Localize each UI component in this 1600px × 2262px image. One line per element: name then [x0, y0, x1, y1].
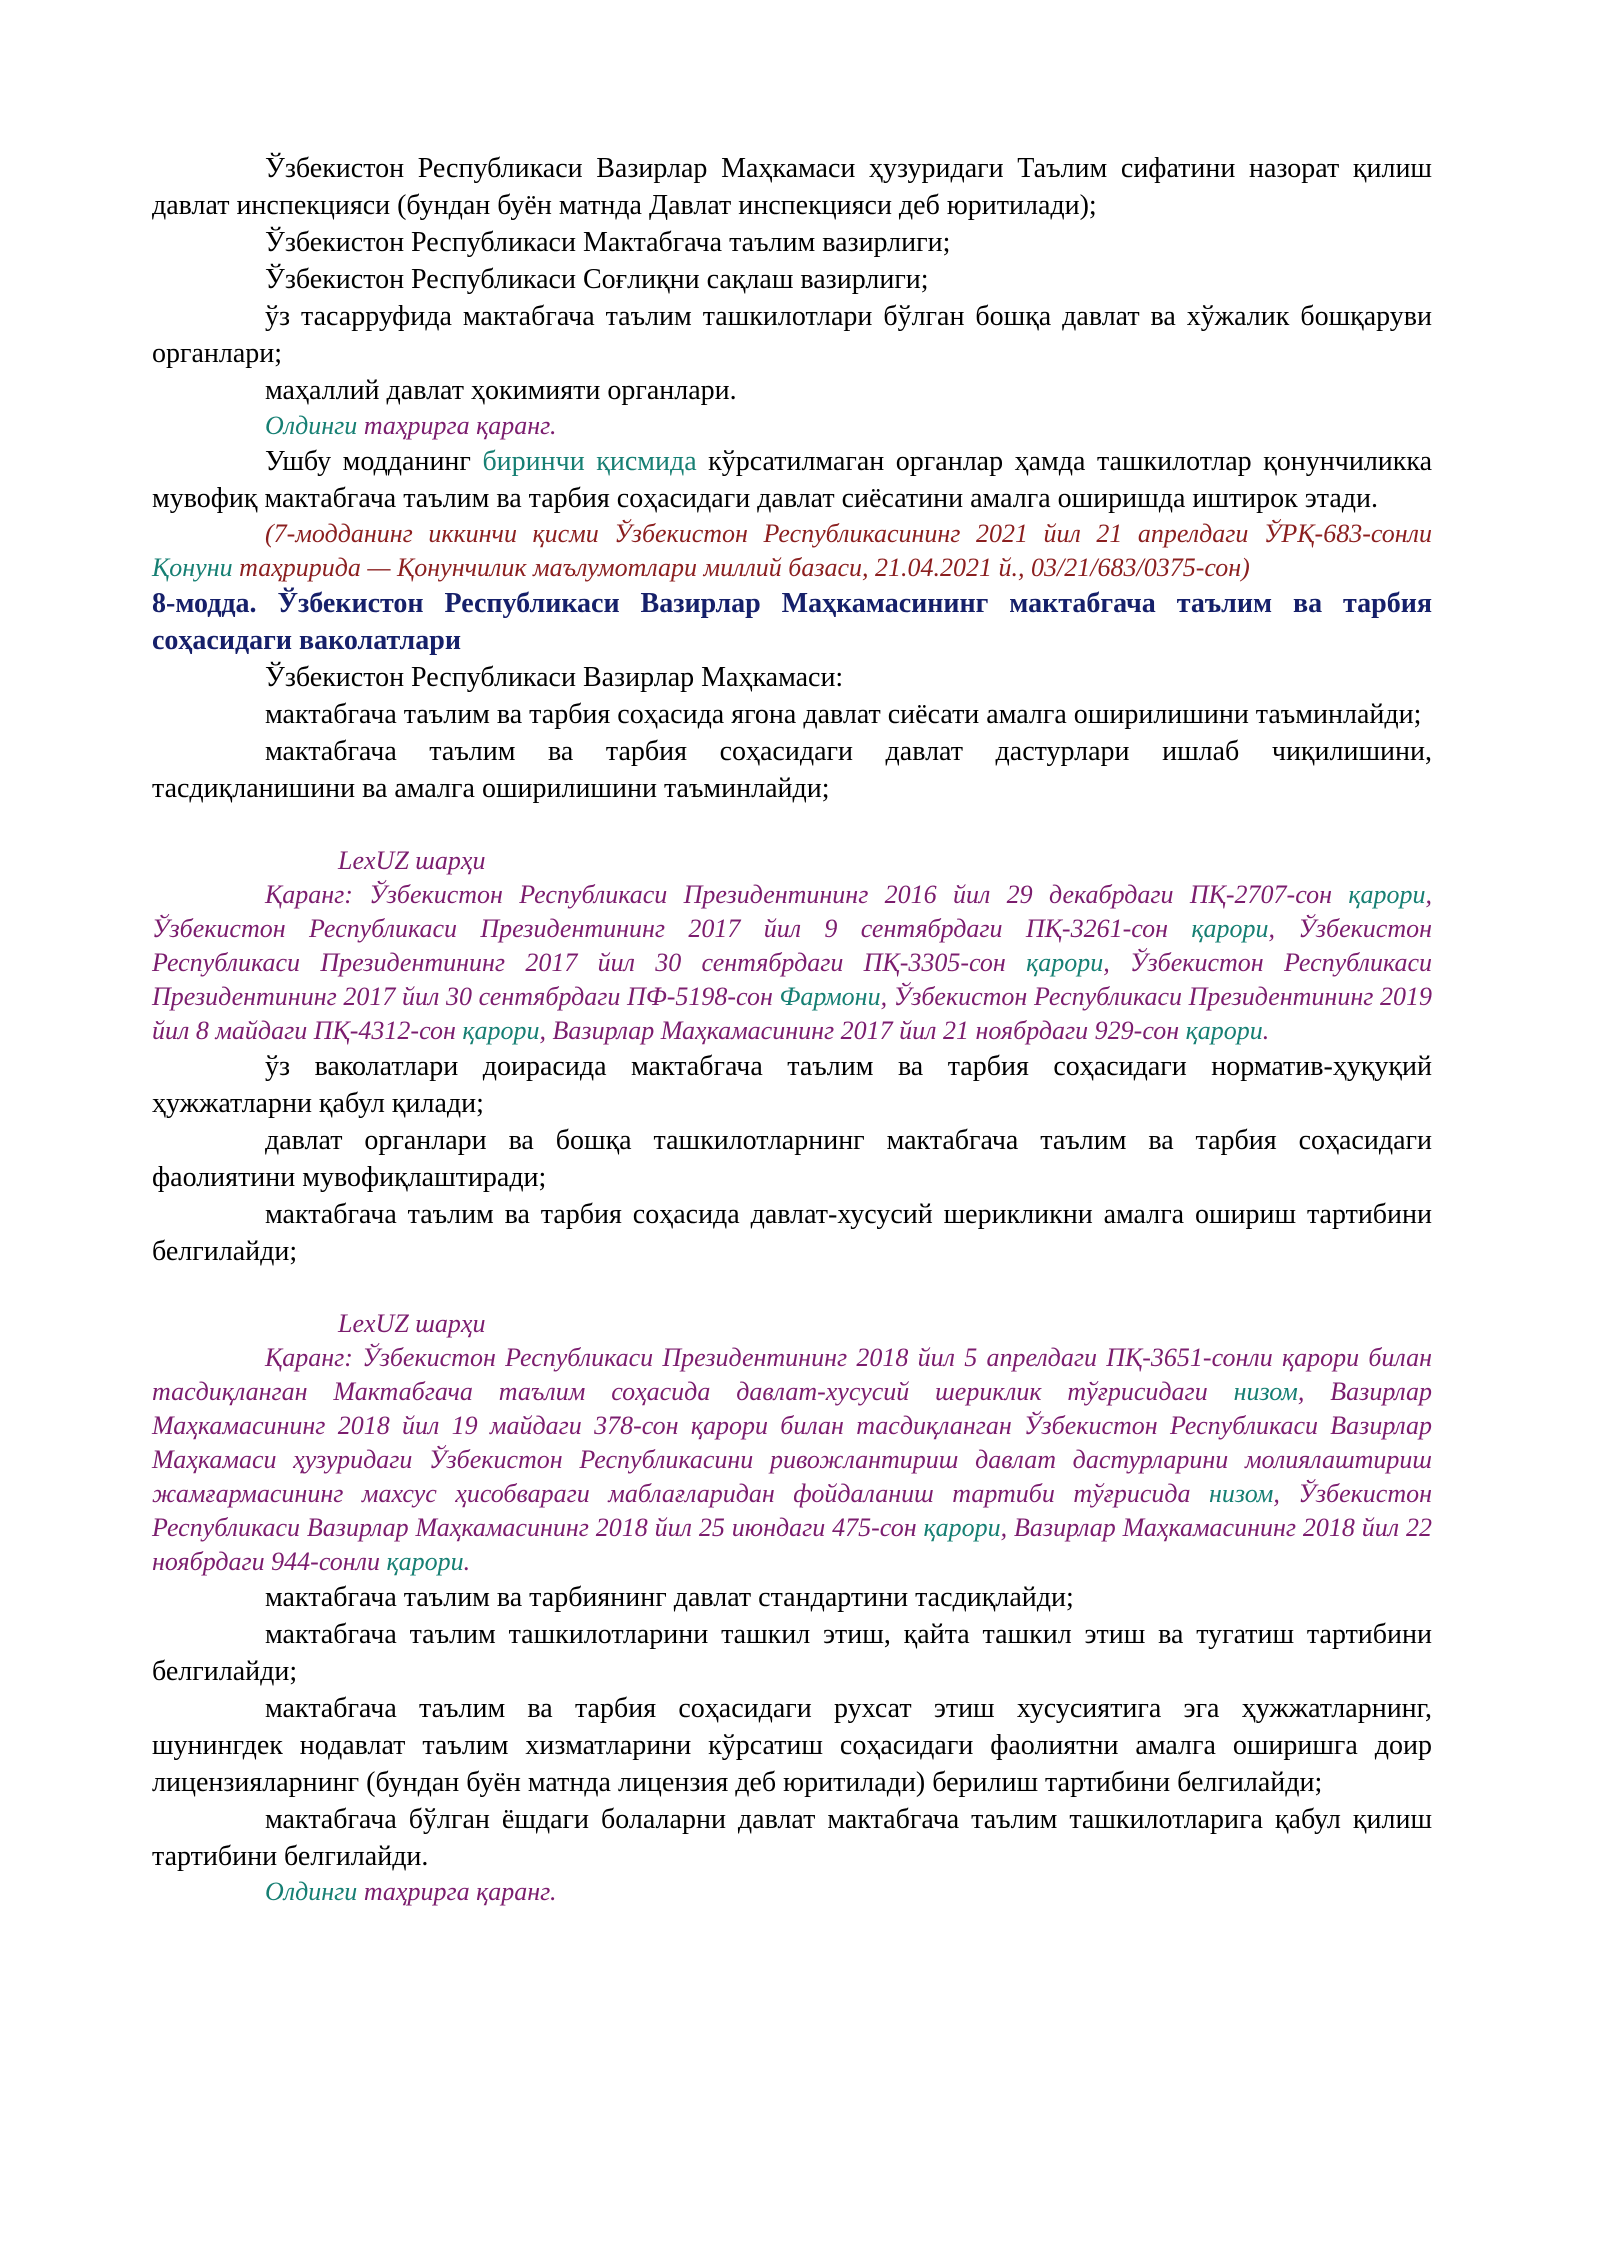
- decree-link[interactable]: қарори: [1026, 948, 1104, 977]
- previous-edition-text: таҳрирга қаранг.: [363, 1877, 557, 1906]
- paragraph-text: кўрсатилмаган органлар ҳамда ташкилотлар қонунчиликка мувофиқ мактабгача таълим ва тарбия соҳасидаги давлат сиёсатини амалга оширишда иштирок этади.: [152, 446, 1432, 514]
- regulation-link[interactable]: низом: [1233, 1377, 1298, 1406]
- article-heading: 8-модда. Ўзбекистон Республикаси Вазирлар Маҳкамасининг мактабгача таълим ва тарбия соҳасидаги ваколатлари: [152, 588, 1432, 656]
- commentary-text: Қаранг: Ўзбекистон Республикаси Президентининг 2016 йил 29 декабрдаги ПҚ-2707-сон: [265, 880, 1333, 909]
- previous-edition-note: [152, 409, 1432, 443]
- amendment-note: [152, 517, 1432, 585]
- decree-link[interactable]: қарори: [462, 1016, 540, 1045]
- decree-link[interactable]: қарори: [1348, 880, 1426, 909]
- paragraph: мактабгача бўлган ёшдаги болаларни давлат мактабгача таълим ташкилотларига қабул қилиш тартибини белгилайди.: [152, 1804, 1432, 1872]
- paragraph: мактабгача таълим ташкилотларини ташкил этиш, қайта ташкил этиш ва тугатиш тартибини белгилайди;: [152, 1619, 1432, 1687]
- previous-edition-link[interactable]: Олдинги: [265, 411, 358, 440]
- paragraph: мактабгача таълим ва тарбия соҳасида ягона давлат сиёсати амалга оширилишини таъминлайди;: [265, 699, 1422, 730]
- lexuz-commentary: [152, 1341, 1432, 1579]
- decree-link[interactable]: Фармони: [779, 982, 881, 1011]
- previous-edition-text: таҳрирга қаранг.: [363, 411, 557, 440]
- lexuz-commentary: [152, 878, 1432, 1048]
- paragraph: [152, 443, 1432, 517]
- commentary-text: , Ўзбекистон Республикаси Президентининг 2019 йил 8 майдаги ПҚ-4312-сон: [152, 982, 1432, 1045]
- amendment-text: (7-модданинг иккинчи қисми Ўзбекистон Республикасининг 2021 йил 21 апрелдаги ЎРҚ-683-сонли: [265, 519, 1432, 548]
- paragraph: маҳаллий давлат ҳокимияти органлари.: [265, 375, 737, 406]
- previous-edition-link[interactable]: Олдинги: [265, 1877, 358, 1906]
- paragraph: мактабгача таълим ва тарбия соҳасидаги рухсат этиш хусусиятига эга ҳужжатларнинг, шунингдек нодавлат таълим хизматларини кўрсатиш соҳасидаги фаолиятни амалга оширишга доир лицензияларнинг (бундан буён матнда лицензия деб юритилади) берилиш тартибини белгилайди;: [152, 1693, 1432, 1798]
- paragraph: Ўзбекистон Республикаси Вазирлар Маҳкамаси ҳузуридаги Таълим сифатини назорат қилиш давлат инспекцияси (бундан буён матнда Давлат инспекцияси деб юритилади);: [152, 153, 1432, 221]
- law-link[interactable]: Қонуни: [152, 553, 233, 582]
- commentary-text: , Ўзбекистон Республикаси Президентининг 2017 йил 30 сентябрдаги ПҚ-3305-сон: [152, 914, 1432, 977]
- first-part-link[interactable]: биринчи қисмида: [482, 446, 697, 477]
- paragraph: Ўзбекистон Республикаси Соғлиқни сақлаш вазирлиги;: [265, 264, 929, 295]
- spacer: [152, 807, 1432, 844]
- paragraph: ўз тасарруфида мактабгача таълим ташкилотлари бўлган бошқа давлат ва хўжалик бошқаруви органлари;: [152, 301, 1432, 369]
- paragraph-text: Ушбу модданинг: [265, 446, 471, 477]
- spacer: [152, 1270, 1432, 1307]
- commentary-text: , Ўзбекистон Республикаси Президентининг 2017 йил 30 сентябрдаги ПФ-5198-сон: [152, 948, 1432, 1011]
- commentary-text: , Вазирлар Маҳкамасининг 2017 йил 21 ноябрдаги 929-сон: [539, 1016, 1180, 1045]
- lexuz-commentary-title: LexUZ шарҳи: [338, 846, 486, 875]
- decree-link[interactable]: қарори: [1185, 1016, 1263, 1045]
- commentary-text: , Ўзбекистон Республикаси Президентининг 2017 йил 9 сентябрдаги ПҚ-3261-сон: [152, 880, 1433, 943]
- paragraph: мактабгача таълим ва тарбия соҳасида давлат-хусусий шерикликни амалга ошириш тартибини белгилайди;: [152, 1199, 1432, 1267]
- commentary-text: .: [1262, 1016, 1270, 1045]
- decree-link[interactable]: қарори: [923, 1513, 1001, 1542]
- commentary-text: .: [463, 1547, 471, 1576]
- paragraph: давлат органлари ва бошқа ташкилотларнинг мактабгача таълим ва тарбия соҳасидаги фаолиятини мувофиқлаштиради;: [152, 1125, 1432, 1193]
- commentary-text: , Вазирлар Маҳкамасининг 2018 йил 22 ноябрдаги 944-сонли: [152, 1513, 1433, 1576]
- paragraph: ўз ваколатлари доирасида мактабгача таълим ва тарбия соҳасидаги норматив-ҳуқуқий ҳужжатларни қабул қилади;: [152, 1051, 1432, 1119]
- paragraph: мактабгача таълим ва тарбия соҳасидаги давлат дастурлари ишлаб чиқилишини, тасдиқланишини ва амалга оширилишини таъминлайди;: [152, 736, 1432, 804]
- document-page: [152, 150, 1432, 1909]
- decree-link[interactable]: қарори: [386, 1547, 464, 1576]
- amendment-text: таҳририда — Қонунчилик маълумотлари миллий базаси, 21.04.2021 й., 03/21/683/0375-сон): [239, 553, 1250, 582]
- paragraph: Ўзбекистон Республикаси Мактабгача таълим вазирлиги;: [265, 227, 951, 258]
- lexuz-commentary-title: LexUZ шарҳи: [338, 1309, 486, 1338]
- paragraph: мактабгача таълим ва тарбиянинг давлат стандартини тасдиқлайди;: [265, 1582, 1074, 1613]
- paragraph: Ўзбекистон Республикаси Вазирлар Маҳкамаси:: [265, 662, 844, 693]
- regulation-link[interactable]: низом: [1209, 1479, 1274, 1508]
- decree-link[interactable]: қарори: [1191, 914, 1269, 943]
- previous-edition-note: [152, 1875, 1432, 1909]
- commentary-text: , Ўзбекистон Республикаси Вазирлар Маҳкамасининг 2018 йил 25 июндаги 475-сон: [152, 1479, 1432, 1542]
- commentary-text: , Вазирлар Маҳкамасининг 2018 йил 19 майдаги 378-сон қарори билан тасдиқланган Ўзбекистон Республикаси Вазирлар Маҳкамаси ҳузуридаги Ўзбекистон Республикасини ривожлантириш давлат дастурларини молиялаштириш жамғармасининг махсус ҳисобвараги маблағларидан фойдаланиш тартиби тўғрисида: [152, 1377, 1432, 1508]
- commentary-text: Қаранг: Ўзбекистон Республикаси Президентининг 2018 йил 5 апрелдаги ПҚ-3651-сонли қарори билан тасдиқланган Мактабгача таълим соҳасида давлат-хусусий шериклик тўғрисидаги: [152, 1343, 1432, 1406]
